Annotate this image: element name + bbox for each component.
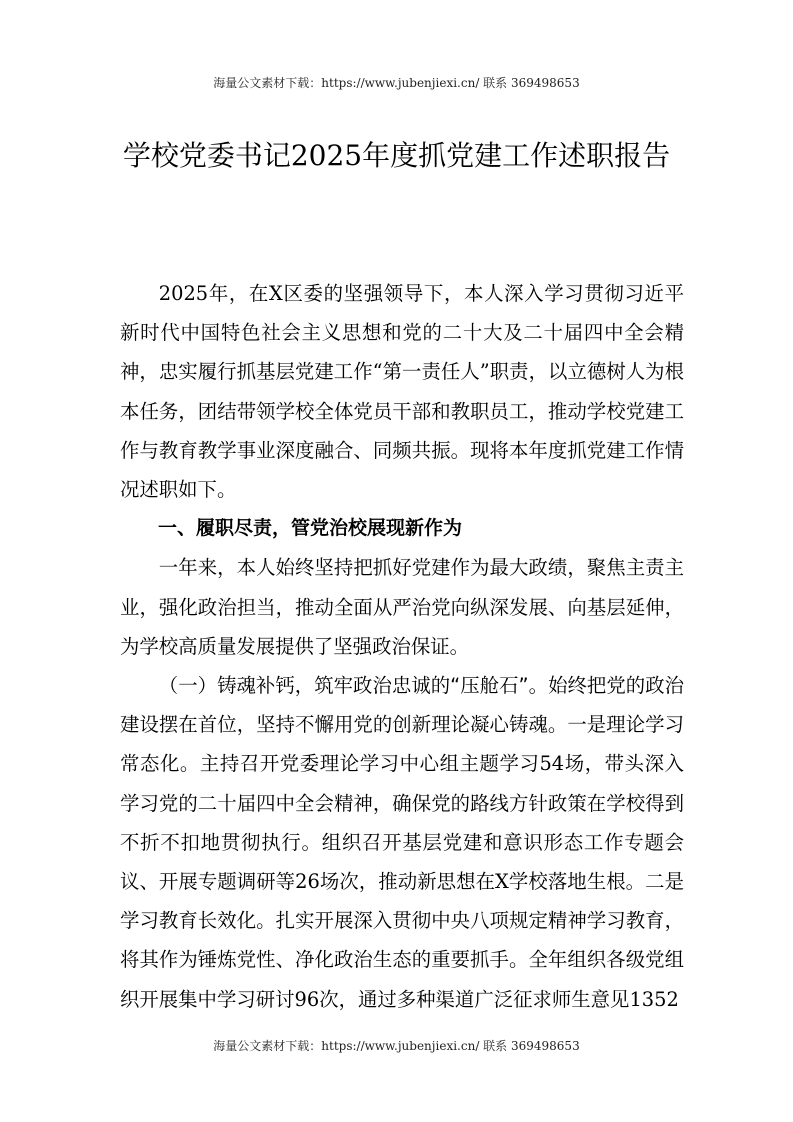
subsection-1-text: 始终把党的政治建设摆在首位，坚持不懈用党的创新理论凝心铸魂。一是理论学习常态化。主持召开党委理论学习中心组主题学习54场，带头深入学习党的二十届四中全会精神，确保党的路线方针政策在学校得到不折不扣地贯彻执行。组织召开基层党建和意识形态工作专题会议、开展专题调研等26场次，推动新思想在X学校落地生根。二是学习教育长效化。扎实开展深入贯彻中央八项规定精神学习教育，将其作为锤炼党性、净化政治生态的重要抓手。全年组织各级党组织开展集中学习研讨96次，通过多种渠道广泛征求师生意见1352: [120, 674, 685, 1011]
document-body: [120, 274, 684, 1019]
subsection-paragraph: [120, 666, 684, 1019]
section-heading-1: 一、履职尽责，管党治校展现新作为: [158, 517, 463, 540]
intro-paragraph: 2025年，在X区委的坚强领导下，本人深入学习贯彻习近平新时代中国特色社会主义思想和党的二十大及二十届四中全会精神，忠实履行抓基层党建工作“第一责任人”职责，以立德树人为根本任务，团结带领学校全体党员干部和教职员工，推动学校党建工作与教育教学事业深度融合、同频共振。现将本年度抓党建工作情况述职如下。: [120, 282, 684, 502]
page-footer: 海量公文素材下载：https://www.jubenjiexi.cn/ 联系 369498653: [213, 1039, 580, 1053]
section-1-paragraph: 一年来，本人始终坚持把抓好党建作为最大政绩，聚焦主责主业，强化政治担当，推动全面从严治党向纵深发展、向基层延伸，为学校高质量发展提供了坚强政治保证。: [120, 556, 684, 658]
subsection-heading-1: （一）铸魂补钙，筑牢政治忠诚的“压舱石”。: [158, 674, 549, 698]
page-header: 海量公文素材下载：https://www.jubenjiexi.cn/ 联系 369498653: [213, 76, 580, 90]
document-title: 学校党委书记2025年度抓党建工作述职报告: [122, 139, 671, 172]
